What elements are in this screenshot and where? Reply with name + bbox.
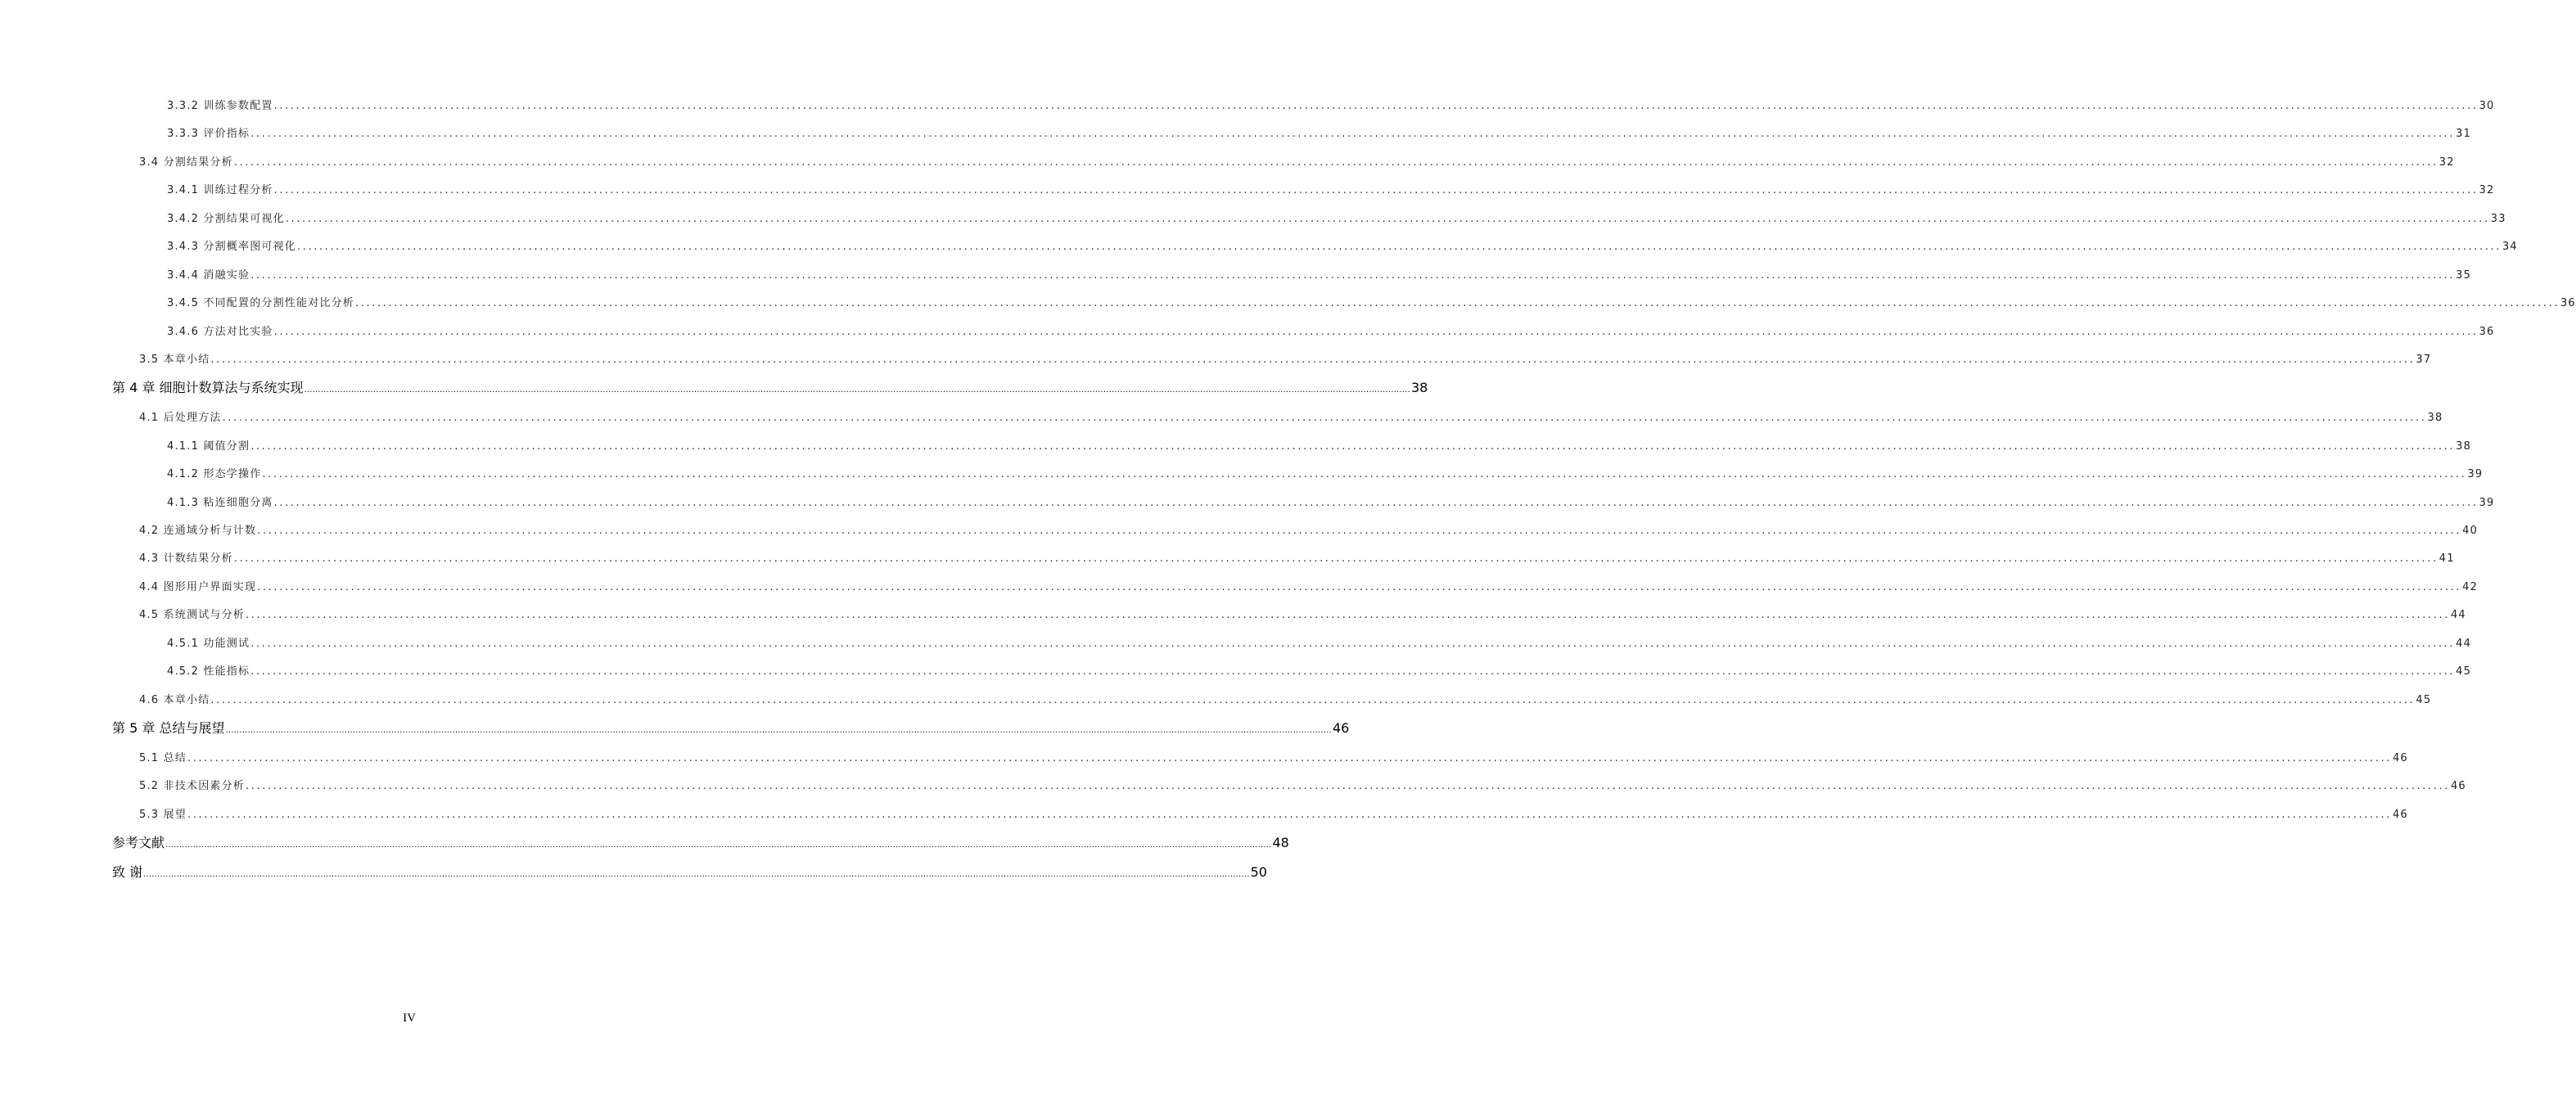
toc-entry-page: 41 [2438, 552, 2455, 565]
toc-dot-leader: ................................................................................................................................................................................................................................................................................................................................................................................................................ [210, 354, 2416, 366]
toc-entry[interactable] [139, 606, 2466, 621]
toc-entry-page: 40 [2462, 525, 2479, 537]
toc-entry-page: 35 [2456, 269, 2472, 282]
toc-entry-title: 4.5.1 功能测试 [167, 638, 250, 650]
toc-entry-title: 4.1.1 阈值分割 [167, 440, 250, 453]
toc-entry-page: 37 [2416, 354, 2432, 366]
toc-entry-title: 致 谢 [112, 864, 143, 880]
toc-entry-page: 42 [2462, 581, 2479, 593]
toc-entry-title: 第 4 章 细胞计数算法与系统实现 [112, 380, 304, 395]
toc-dot-leader: ................................................................................................................................................................................................................................................................................................................................................................................................................ [250, 269, 2456, 282]
toc-entry-page: 30 [2479, 100, 2495, 112]
toc-entry[interactable] [167, 294, 2576, 309]
toc-entry-page: 31 [2456, 128, 2472, 140]
toc-dot-leader: ................................................................................................................................................................................................................................................................................................................................................................................................................ [233, 156, 2438, 169]
toc-entry[interactable] [167, 266, 2472, 282]
page-number: IV [403, 1012, 416, 1025]
toc-entry-page: 46 [2450, 780, 2466, 792]
toc-dot-leader: ................................................................................................................................................................................................................................................................................................................................................................................................................ [246, 609, 2450, 621]
toc-entry[interactable] [167, 437, 2472, 453]
toc-entry-title: 4.1 后处理方法 [139, 412, 222, 424]
toc-entry-title: 4.4 图形用户界面实现 [139, 581, 257, 593]
toc-entry[interactable] [112, 718, 1350, 737]
toc-entry[interactable] [139, 549, 2455, 565]
toc-entry-page: 38 [2427, 412, 2443, 424]
toc-entry-title: 3.4 分割结果分析 [139, 156, 233, 169]
toc-entry-page: 33 [2490, 213, 2506, 225]
toc-dot-leader: ................................................................................................................................................................................................................................................................................................................................................................................................................ [304, 385, 1410, 394]
toc-dot-leader: ................................................................................................................................................................................................................................................................................................................................................................................................................ [233, 552, 2438, 565]
toc-dot-leader: ................................................................................................................................................................................................................................................................................................................................................................................................................ [273, 326, 2479, 338]
toc-entry-title: 5.3 展望 [139, 809, 187, 821]
toc-entry-title: 3.3.2 训练参数配置 [167, 100, 273, 112]
toc-entry-page: 39 [2467, 468, 2484, 480]
toc-entry-page: 36 [2560, 297, 2576, 309]
toc-entry-title: 3.4.3 分割概率图可视化 [167, 241, 297, 253]
toc-dot-leader: ................................................................................................................................................................................................................................................................................................................................................................................................................ [285, 213, 2490, 225]
toc-entry-title: 3.5 本章小结 [139, 354, 210, 366]
toc-entry-page: 48 [1272, 835, 1289, 850]
toc-entry-title: 3.3.3 评价指标 [167, 128, 250, 140]
toc-entry[interactable] [167, 662, 2472, 678]
toc-entry[interactable] [112, 377, 1428, 396]
toc-dot-leader: ................................................................................................................................................................................................................................................................................................................................................................................................................ [355, 297, 2560, 309]
toc-entry-page: 36 [2479, 326, 2495, 338]
toc-dot-leader: ................................................................................................................................................................................................................................................................................................................................................................................................................ [273, 184, 2479, 196]
toc-dot-leader: ................................................................................................................................................................................................................................................................................................................................................................................................................ [250, 638, 2456, 650]
toc-entry-title: 5.2 非技术因素分析 [139, 780, 246, 792]
toc-entry-page: 46 [1332, 720, 1350, 736]
toc-entry-title: 4.1.3 粘连细胞分离 [167, 497, 273, 509]
toc-entry[interactable] [139, 408, 2443, 424]
toc-entry-page: 39 [2479, 497, 2495, 509]
toc-dot-leader: ................................................................................................................................................................................................................................................................................................................................................................................................................ [273, 100, 2479, 112]
toc-entry[interactable] [167, 634, 2472, 650]
toc-entry-title: 第 5 章 总结与展望 [112, 720, 225, 736]
toc-entry-title: 4.5.2 性能指标 [167, 665, 250, 678]
toc-entry-title: 4.6 本章小结 [139, 694, 210, 706]
toc-entry-page: 44 [2456, 638, 2472, 650]
toc-entry[interactable] [167, 181, 2495, 196]
toc-entry[interactable] [167, 465, 2484, 480]
toc-entry-title: 4.2 连通域分析与计数 [139, 525, 257, 537]
toc-entry-page: 45 [2456, 665, 2472, 678]
toc-entry[interactable] [139, 691, 2432, 706]
toc-dot-leader: ................................................................................................................................................................................................................................................................................................................................................................................................................ [222, 412, 2427, 424]
toc-entry-title: 4.1.2 形态学操作 [167, 468, 262, 480]
toc-entry[interactable] [167, 97, 2495, 112]
toc-entry[interactable] [139, 350, 2432, 366]
toc-entry-title: 参考文献 [112, 835, 165, 850]
toc-entry-page: 38 [2456, 440, 2472, 453]
toc-entry[interactable] [139, 749, 2408, 764]
toc-entry-title: 4.3 计数结果分析 [139, 552, 233, 565]
toc-entry-title: 4.5 系统测试与分析 [139, 609, 246, 621]
toc-entry[interactable] [139, 521, 2479, 537]
toc-entry[interactable] [167, 124, 2472, 140]
toc-entry-page: 44 [2450, 609, 2466, 621]
toc-entry[interactable] [139, 805, 2408, 821]
toc-entry[interactable] [167, 494, 2495, 509]
toc-dot-leader: ................................................................................................................................................................................................................................................................................................................................................................................................................ [246, 780, 2450, 792]
toc-dot-leader: ................................................................................................................................................................................................................................................................................................................................................................................................................ [273, 497, 2479, 509]
toc-dot-leader: ................................................................................................................................................................................................................................................................................................................................................................................................................ [210, 694, 2416, 706]
toc-entry-page: 46 [2392, 752, 2408, 764]
toc-dot-leader: ................................................................................................................................................................................................................................................................................................................................................................................................................ [143, 870, 1250, 879]
toc-dot-leader: ................................................................................................................................................................................................................................................................................................................................................................................................................ [257, 581, 2462, 593]
toc-entry[interactable] [112, 832, 1289, 851]
toc-entry-title: 5.1 总结 [139, 752, 187, 764]
toc-entry[interactable] [139, 777, 2466, 792]
toc-entry[interactable] [167, 210, 2506, 225]
toc-entry-page: 32 [2438, 156, 2455, 169]
toc-dot-leader: ................................................................................................................................................................................................................................................................................................................................................................................................................ [297, 241, 2502, 253]
toc-dot-leader: ................................................................................................................................................................................................................................................................................................................................................................................................................ [187, 809, 2392, 821]
toc-entry-page: 46 [2392, 809, 2408, 821]
toc-entry[interactable] [112, 862, 1267, 881]
toc-entry-title: 3.4.5 不同配置的分割性能对比分析 [167, 297, 355, 309]
toc-entry-page: 50 [1250, 864, 1267, 880]
toc-entry-page: 32 [2479, 184, 2495, 196]
toc-dot-leader: ................................................................................................................................................................................................................................................................................................................................................................................................................ [187, 752, 2392, 764]
toc-dot-leader: ................................................................................................................................................................................................................................................................................................................................................................................................................ [250, 665, 2456, 678]
toc-entry-page: 34 [2502, 241, 2518, 253]
toc-dot-leader: ................................................................................................................................................................................................................................................................................................................................................................................................................ [225, 726, 1332, 735]
toc-entry[interactable] [167, 322, 2495, 338]
toc-dot-leader: ................................................................................................................................................................................................................................................................................................................................................................................................................ [165, 841, 1272, 850]
toc-entry-title: 3.4.1 训练过程分析 [167, 184, 273, 196]
toc-entry-title: 3.4.2 分割结果可视化 [167, 213, 285, 225]
toc-entry-title: 3.4.6 方法对比实验 [167, 326, 273, 338]
toc-dot-leader: ................................................................................................................................................................................................................................................................................................................................................................................................................ [262, 468, 2467, 480]
toc-entry[interactable] [139, 153, 2455, 169]
toc-entry-page: 38 [1410, 380, 1428, 395]
toc-entry[interactable] [167, 237, 2518, 253]
toc-entry-page: 45 [2416, 694, 2432, 706]
toc-dot-leader: ................................................................................................................................................................................................................................................................................................................................................................................................................ [257, 525, 2462, 537]
toc-entry[interactable] [139, 578, 2479, 593]
toc-dot-leader: ................................................................................................................................................................................................................................................................................................................................................................................................................ [250, 128, 2456, 140]
toc-dot-leader: ................................................................................................................................................................................................................................................................................................................................................................................................................ [250, 440, 2456, 453]
toc-entry-title: 3.4.4 消融实验 [167, 269, 250, 282]
